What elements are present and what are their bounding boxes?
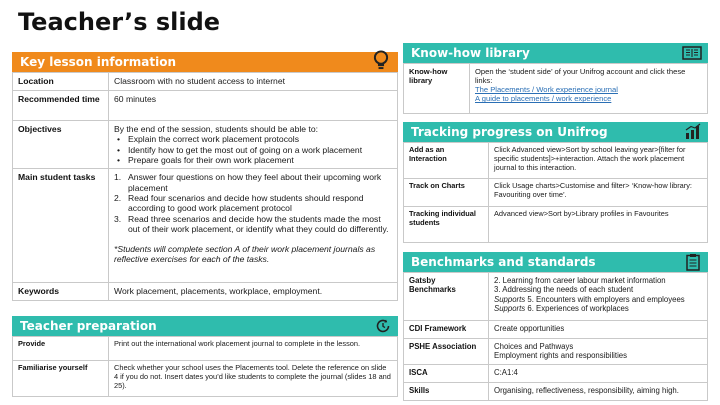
slide-title: Teacher’s slide <box>18 8 221 36</box>
table-row <box>404 143 708 179</box>
table-row <box>13 169 398 283</box>
gatsby-cell <box>489 273 708 321</box>
table-row <box>13 91 398 121</box>
gatsby-line <box>494 304 702 313</box>
tasks-list <box>114 172 392 234</box>
time-label: Recommended time <box>13 91 109 121</box>
knowhow-library-table <box>403 63 708 114</box>
keywords-label: Keywords <box>13 283 109 301</box>
list-item: • Identify how to get the most out of going on a work placement <box>114 145 392 155</box>
book-screen-icon <box>682 44 702 62</box>
teacher-preparation-table <box>12 336 398 397</box>
gatsby-line: 2. Learning from career labour market information <box>494 276 666 285</box>
table-row <box>404 383 708 401</box>
tasks-cell <box>109 169 398 283</box>
placements-journal-link[interactable]: The Placements / Work experience journal <box>475 85 618 95</box>
add-interaction-label: Add as an Interaction <box>404 143 489 179</box>
familiarise-value: Check whether your school uses the Placements tool. Delete the reference on slide 4 if you do not. Insert dates you’d like students to complete the journal (slides 18 and 25). <box>109 361 398 397</box>
track-charts-label: Track on Charts <box>404 179 489 207</box>
gatsby-label: Gatsby Benchmarks <box>404 273 489 321</box>
skills-value: Organising, reflectiveness, responsibility, aiming high. <box>489 383 708 401</box>
task-text: Answer four questions on how they feel about their upcoming work placement <box>128 172 382 193</box>
objectives-list <box>114 134 392 165</box>
tracking-students-value: Advanced view>Sort by>Library profiles in Favourites <box>489 207 708 243</box>
knowhow-library-header <box>403 43 708 63</box>
refresh-clock-icon <box>374 317 392 335</box>
teacher-preparation-heading: Teacher preparation <box>20 319 157 333</box>
lightbulb-icon <box>370 49 392 71</box>
knowhow-library-heading: Know-how library <box>411 46 530 60</box>
table-row <box>404 321 708 339</box>
table-row <box>13 73 398 91</box>
pshe-cell <box>489 339 708 365</box>
table-row <box>404 207 708 243</box>
pshe-line: Choices and Pathways <box>494 342 574 351</box>
tracking-progress-heading: Tracking progress on Unifrog <box>411 125 608 139</box>
knowhow-label: Know-how library <box>404 64 470 114</box>
tracking-progress-table <box>403 142 708 243</box>
cdi-label: CDI Framework <box>404 321 489 339</box>
key-lesson-info-header <box>12 52 398 72</box>
teacher-preparation-header <box>12 316 398 336</box>
clipboard-icon <box>684 253 702 271</box>
list-item: 3. Read three scenarios and decide how the students made the most out of their work placement, or identify what they could do differently. <box>114 213 389 234</box>
gatsby-line: 3. Addressing the needs of each student <box>494 285 634 295</box>
provide-label: Provide <box>13 337 109 361</box>
key-lesson-info-table <box>12 72 398 301</box>
table-row <box>404 339 708 365</box>
table-row <box>13 121 398 169</box>
benchmarks-panel <box>403 252 708 401</box>
bar-chart-icon <box>684 123 702 141</box>
objectives-label: Objectives <box>13 121 109 169</box>
list-item: 1. Answer four questions on how they feel about their upcoming work placement <box>114 172 382 193</box>
benchmarks-table <box>403 272 708 401</box>
list-item: • Prepare goals for their own work placement <box>114 155 392 165</box>
pshe-line: Employment rights and responsibilities <box>494 351 628 361</box>
task-text: Read three scenarios and decide how the students made the most out of their work placement, or identify what they could do differently. <box>128 213 389 234</box>
cdi-value: Create opportunities <box>489 321 708 339</box>
task-text: Read four scenarios and decide how students should respond according to good work placement protocol <box>128 192 364 214</box>
table-row <box>13 337 398 361</box>
isca-value: C:A1:4 <box>489 365 708 383</box>
gatsby-supports-text: 5. Encounters with employers and employees <box>525 294 685 304</box>
supports-word: Supports <box>494 294 526 304</box>
tracking-progress-header <box>403 122 708 142</box>
location-value: Classroom with no student access to internet <box>109 73 398 91</box>
supports-word: Supports <box>494 304 526 314</box>
placements-guide-link[interactable]: A guide to placements / work experience <box>475 94 612 104</box>
key-lesson-info-heading: Key lesson information <box>20 55 177 69</box>
table-row <box>13 283 398 301</box>
tasks-note: *Students will complete section A of their work placement journals as reflective exercises for each of the tasks. <box>114 244 376 265</box>
pshe-label: PSHE Association <box>404 339 489 365</box>
table-row <box>404 365 708 383</box>
key-lesson-info-panel <box>12 52 398 301</box>
isca-label: ISCA <box>404 365 489 383</box>
benchmarks-heading: Benchmarks and standards <box>411 255 596 269</box>
table-row <box>13 361 398 397</box>
table-row <box>404 273 708 321</box>
table-row <box>404 179 708 207</box>
knowhow-library-panel <box>403 43 708 114</box>
location-label: Location <box>13 73 109 91</box>
benchmarks-header <box>403 252 708 272</box>
table-row <box>404 64 708 114</box>
gatsby-supports-text: 6. Experiences of workplaces <box>525 304 629 314</box>
skills-label: Skills <box>404 383 489 401</box>
provide-value: Print out the international work placement journal to complete in the lesson. <box>109 337 398 361</box>
list-item: 2. Read four scenarios and decide how students should respond according to good work placement protocol <box>114 192 364 214</box>
list-item: • Explain the correct work placement protocols <box>114 134 392 144</box>
add-interaction-value: Click Advanced view>Sort by school leaving year>[filter for specific students]>+interaction. Attach the work placement journal to this interaction. <box>489 143 708 179</box>
knowhow-cell <box>470 64 708 114</box>
teacher-preparation-panel <box>12 316 398 397</box>
familiarise-label: Familiarise yourself <box>13 361 109 397</box>
keywords-value: Work placement, placements, workplace, employment. <box>109 283 398 301</box>
tasks-label: Main student tasks <box>13 169 109 283</box>
track-charts-value: Click Usage charts>Customise and filter> ‘Know-how library: Favouriting over time’. <box>489 179 708 207</box>
tracking-progress-panel <box>403 122 708 243</box>
objectives-intro: By the end of the session, students should be able to: <box>114 124 319 134</box>
tracking-students-label: Tracking individual students <box>404 207 489 243</box>
gatsby-line <box>494 295 702 304</box>
knowhow-text: Open the ‘student side’ of your Unifrog account and click these links: <box>475 67 686 86</box>
time-value: 60 minutes <box>109 91 398 121</box>
objectives-cell <box>109 121 398 169</box>
